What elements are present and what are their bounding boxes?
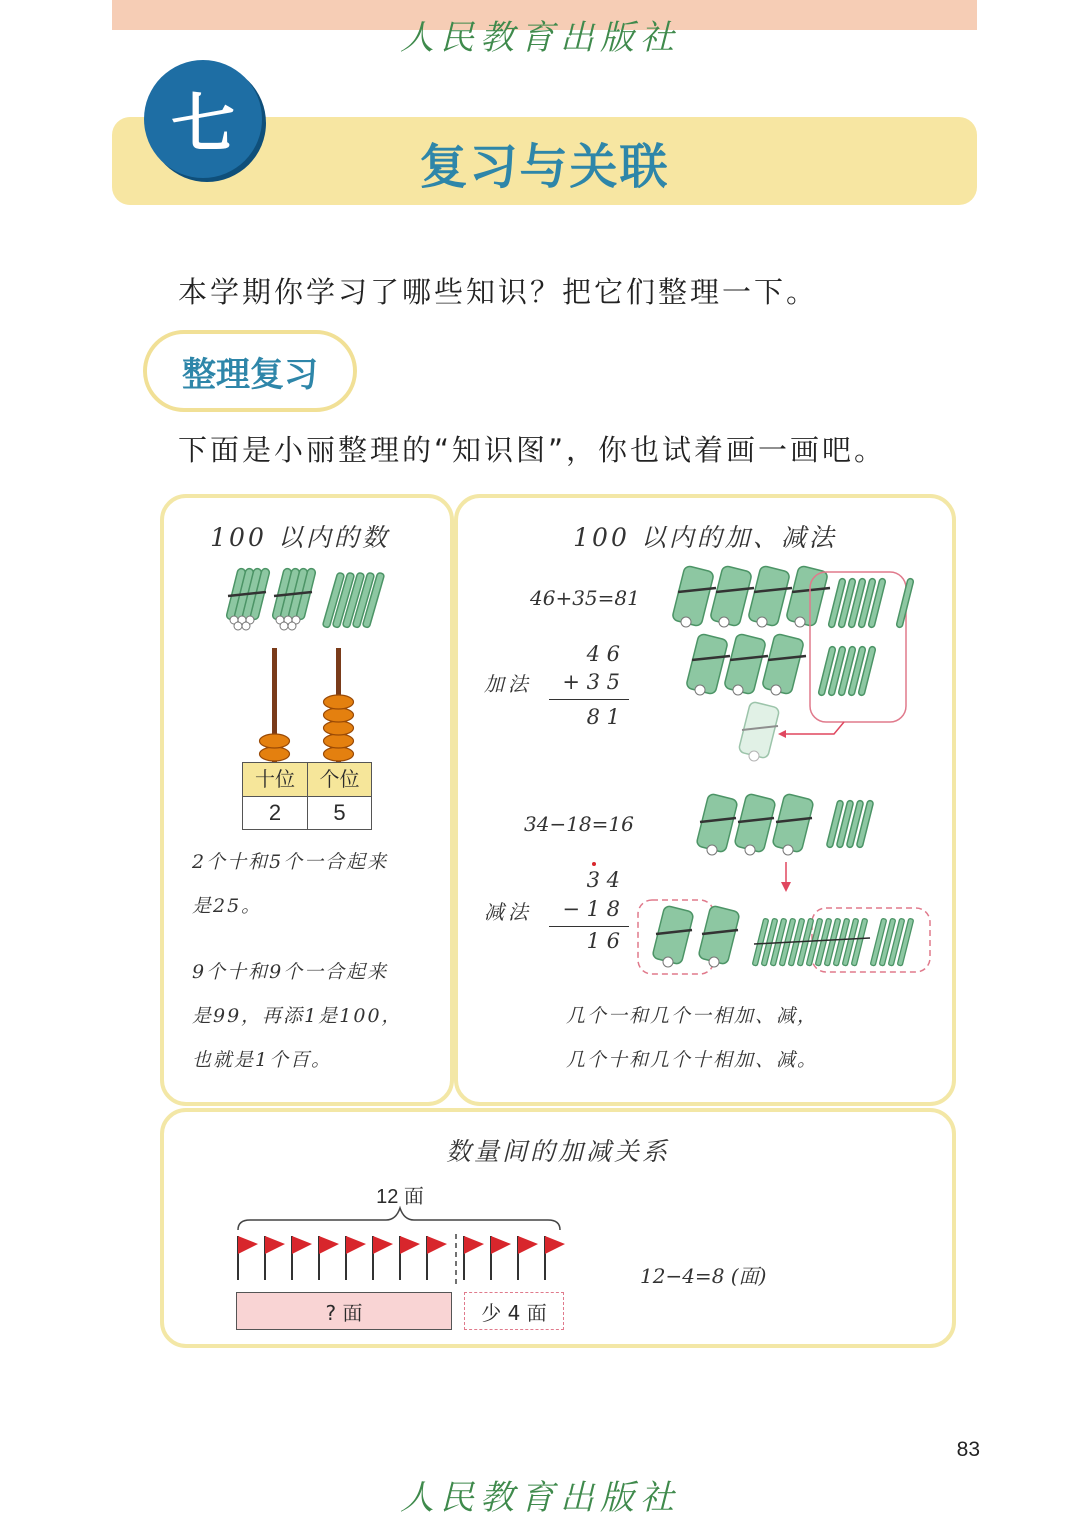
- note-line: 2个十和5个一合起来: [192, 851, 389, 873]
- addsub-note: [566, 994, 926, 1082]
- note-line: 9个十和9个一合起来: [192, 961, 389, 983]
- flag-icon: [265, 1236, 285, 1280]
- place-value-ones: 5: [333, 800, 346, 825]
- note-line: 几个十和几个十相加、减。: [566, 1049, 819, 1071]
- ones-beads: [324, 695, 354, 761]
- page-number: 83: [956, 1438, 980, 1461]
- place-header-ones: 个位: [319, 767, 360, 791]
- subtraction-equation: 34−18=16: [524, 812, 634, 836]
- section-pill: 整理复习: [143, 330, 357, 412]
- tens-bundles-icon: [672, 565, 829, 695]
- note-line: 几个一和几个一相加、减，: [566, 1005, 819, 1027]
- single-sticks-icon: [322, 572, 384, 628]
- numbers-note-1: [192, 840, 448, 928]
- abacus-bead: [324, 747, 354, 761]
- place-value-tens: 2: [243, 797, 308, 829]
- tens-beads: [260, 734, 290, 761]
- addsub-panel-title: 100 以内的加、减法: [573, 523, 837, 552]
- note-line: 是25。: [192, 895, 263, 917]
- tens-bundle-icon: [226, 568, 270, 630]
- addition-label: 加法: [484, 672, 532, 696]
- unknown-bar: ? 面: [236, 1292, 452, 1330]
- note-line: 也就是1个百。: [192, 1049, 333, 1071]
- less-bar: 少 4 面: [464, 1292, 564, 1330]
- abacus-bead: [260, 734, 290, 748]
- flag-icon: [238, 1236, 258, 1280]
- flag-icon: [427, 1236, 447, 1280]
- addition-bottom: + 3 5: [562, 670, 620, 694]
- subtraction-rule: [549, 926, 629, 927]
- subtraction-bottom: − 1 8: [562, 897, 620, 921]
- intro-text: 本学期你学习了哪些知识？把它们整理一下。: [178, 275, 819, 309]
- note-line: 是99，再添1是100，: [192, 1005, 403, 1027]
- regroup-arrow: [786, 722, 844, 734]
- new-ten-bundle-icon: [738, 701, 780, 761]
- single-sticks-icon: [818, 578, 914, 696]
- relation-equation: 12−4=8 (面): [640, 1264, 767, 1288]
- subtraction-result: 1 6: [586, 929, 620, 953]
- addition-bundles: [664, 562, 934, 772]
- subtraction-top: 3 4: [586, 868, 620, 892]
- flag-icon: [545, 1236, 565, 1280]
- chapter-number-badge: 七: [144, 60, 262, 178]
- addition-rule: [549, 699, 629, 700]
- subtraction-label: 减法: [484, 900, 532, 924]
- abacus-bead: [324, 695, 354, 709]
- tens-bundle-icon: [272, 568, 316, 630]
- relation-panel-title: 数量间的加减关系: [445, 1137, 670, 1166]
- numbers-panel-title: 100 以内的数: [210, 523, 390, 552]
- total-brace: [238, 1208, 560, 1230]
- flag-icon: [373, 1236, 393, 1280]
- publisher-watermark-top: 人民教育出版社: [400, 18, 680, 58]
- chapter-title: 复习与关联: [419, 139, 670, 195]
- place-value-table: [242, 762, 372, 830]
- flag-row: [238, 1236, 565, 1280]
- place-header-tens: 十位: [243, 763, 308, 796]
- numbers-note-2: [192, 950, 448, 1082]
- total-label: 12 面: [376, 1186, 424, 1208]
- abacus-bead: [260, 747, 290, 761]
- flag-icon: [292, 1236, 312, 1280]
- abacus-bead: [324, 734, 354, 748]
- addition-top: 4 6: [586, 642, 620, 666]
- subtraction-bundles: [636, 788, 936, 978]
- abacus-bead: [324, 721, 354, 735]
- flags-diagram: [230, 1204, 570, 1284]
- flag-icon: [400, 1236, 420, 1280]
- abacus-illustration: [240, 648, 374, 764]
- publisher-watermark-bottom: 人民教育出版社: [400, 1478, 680, 1518]
- flag-icon: [518, 1236, 538, 1280]
- flag-icon: [464, 1236, 484, 1280]
- borrow-dot: [592, 862, 596, 866]
- flag-icon: [346, 1236, 366, 1280]
- addition-equation: 46+35=81: [530, 586, 640, 610]
- flag-icon: [319, 1236, 339, 1280]
- section-lead: 下面是小丽整理的“知识图”，你也试着画一画吧。: [178, 433, 887, 467]
- addition-result: 8 1: [586, 705, 620, 729]
- flag-icon: [491, 1236, 511, 1280]
- bundles-illustration: [222, 562, 392, 634]
- abacus-bead: [324, 708, 354, 722]
